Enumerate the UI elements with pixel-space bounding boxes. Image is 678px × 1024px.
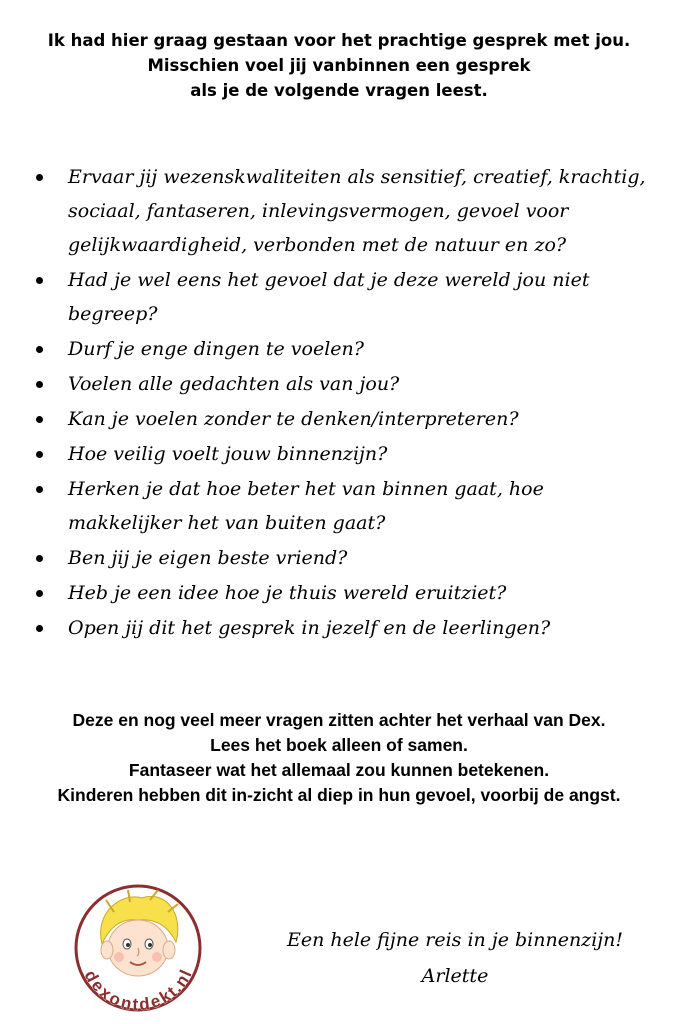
dexontdekt-logo <box>72 882 204 1014</box>
question-item <box>30 263 650 331</box>
question-item <box>30 437 650 471</box>
question-text: Voelen alle gedachten als van jou? <box>68 373 400 395</box>
bullet-icon <box>36 174 43 181</box>
signoff-wish: Een hele fijne reis in je binnenzijn! <box>286 929 624 951</box>
bullet-icon <box>36 625 43 632</box>
question-text: Hoe veilig voelt jouw binnenzijn? <box>68 443 388 465</box>
question-text: Kan je voelen zonder te denken/interpreteren? <box>68 408 519 430</box>
question-item <box>30 367 650 401</box>
question-text: Durf je enge dingen te voelen? <box>68 338 364 360</box>
closing-line: Lees het boek alleen of samen. <box>210 735 468 755</box>
closing-line: Fantaseer wat het allemaal zou kunnen betekenen. <box>128 760 550 780</box>
question-text: Open jij dit het gesprek in jezelf en de leerlingen? <box>68 617 551 639</box>
question-item <box>30 332 650 366</box>
bullet-icon <box>36 486 43 493</box>
question-item <box>30 472 650 540</box>
closing-text <box>0 708 678 808</box>
bullet-icon <box>36 590 43 597</box>
question-item <box>30 402 650 436</box>
intro-text <box>0 28 678 103</box>
bullet-icon <box>36 555 43 562</box>
question-item <box>30 541 650 575</box>
bullet-icon <box>36 451 43 458</box>
question-list <box>30 160 650 646</box>
signoff <box>240 922 670 994</box>
boy-face-icon <box>72 882 204 1014</box>
question-text: Heb je een idee hoe je thuis wereld eruitziet? <box>68 582 507 604</box>
bullet-icon <box>36 416 43 423</box>
bullet-icon <box>36 381 43 388</box>
question-text: Had je wel eens het gevoel dat je deze wereld jou niet begreep? <box>68 269 590 325</box>
intro-line: Misschien voel jij vanbinnen een gesprek <box>147 56 531 75</box>
question-text: Ben jij je eigen beste vriend? <box>68 547 348 569</box>
question-item <box>30 611 650 645</box>
intro-line: als je de volgende vragen leest. <box>190 81 488 100</box>
bullet-icon <box>36 277 43 284</box>
closing-line: Deze en nog veel meer vragen zitten achter het verhaal van Dex. <box>72 710 606 730</box>
closing-line: Kinderen hebben dit in-zicht al diep in hun gevoel, voorbij de angst. <box>57 785 621 805</box>
question-item <box>30 160 650 262</box>
question-item <box>30 576 650 610</box>
question-text: Herken je dat hoe beter het van binnen gaat, hoe makkelijker het van buiten gaat? <box>68 478 544 534</box>
question-text: Ervaar jij wezenskwaliteiten als sensitief, creatief, krachtig, sociaal, fantaseren, inlevingsvermogen, gevoel voor gelijkwaardigheid, verbonden met de natuur en zo? <box>68 166 646 256</box>
signoff-name: Arlette <box>421 965 489 987</box>
logo-text: dexontdekt.nl <box>80 967 196 1014</box>
intro-line: Ik had hier graag gestaan voor het prachtige gesprek met jou. <box>47 31 631 50</box>
bullet-icon <box>36 346 43 353</box>
